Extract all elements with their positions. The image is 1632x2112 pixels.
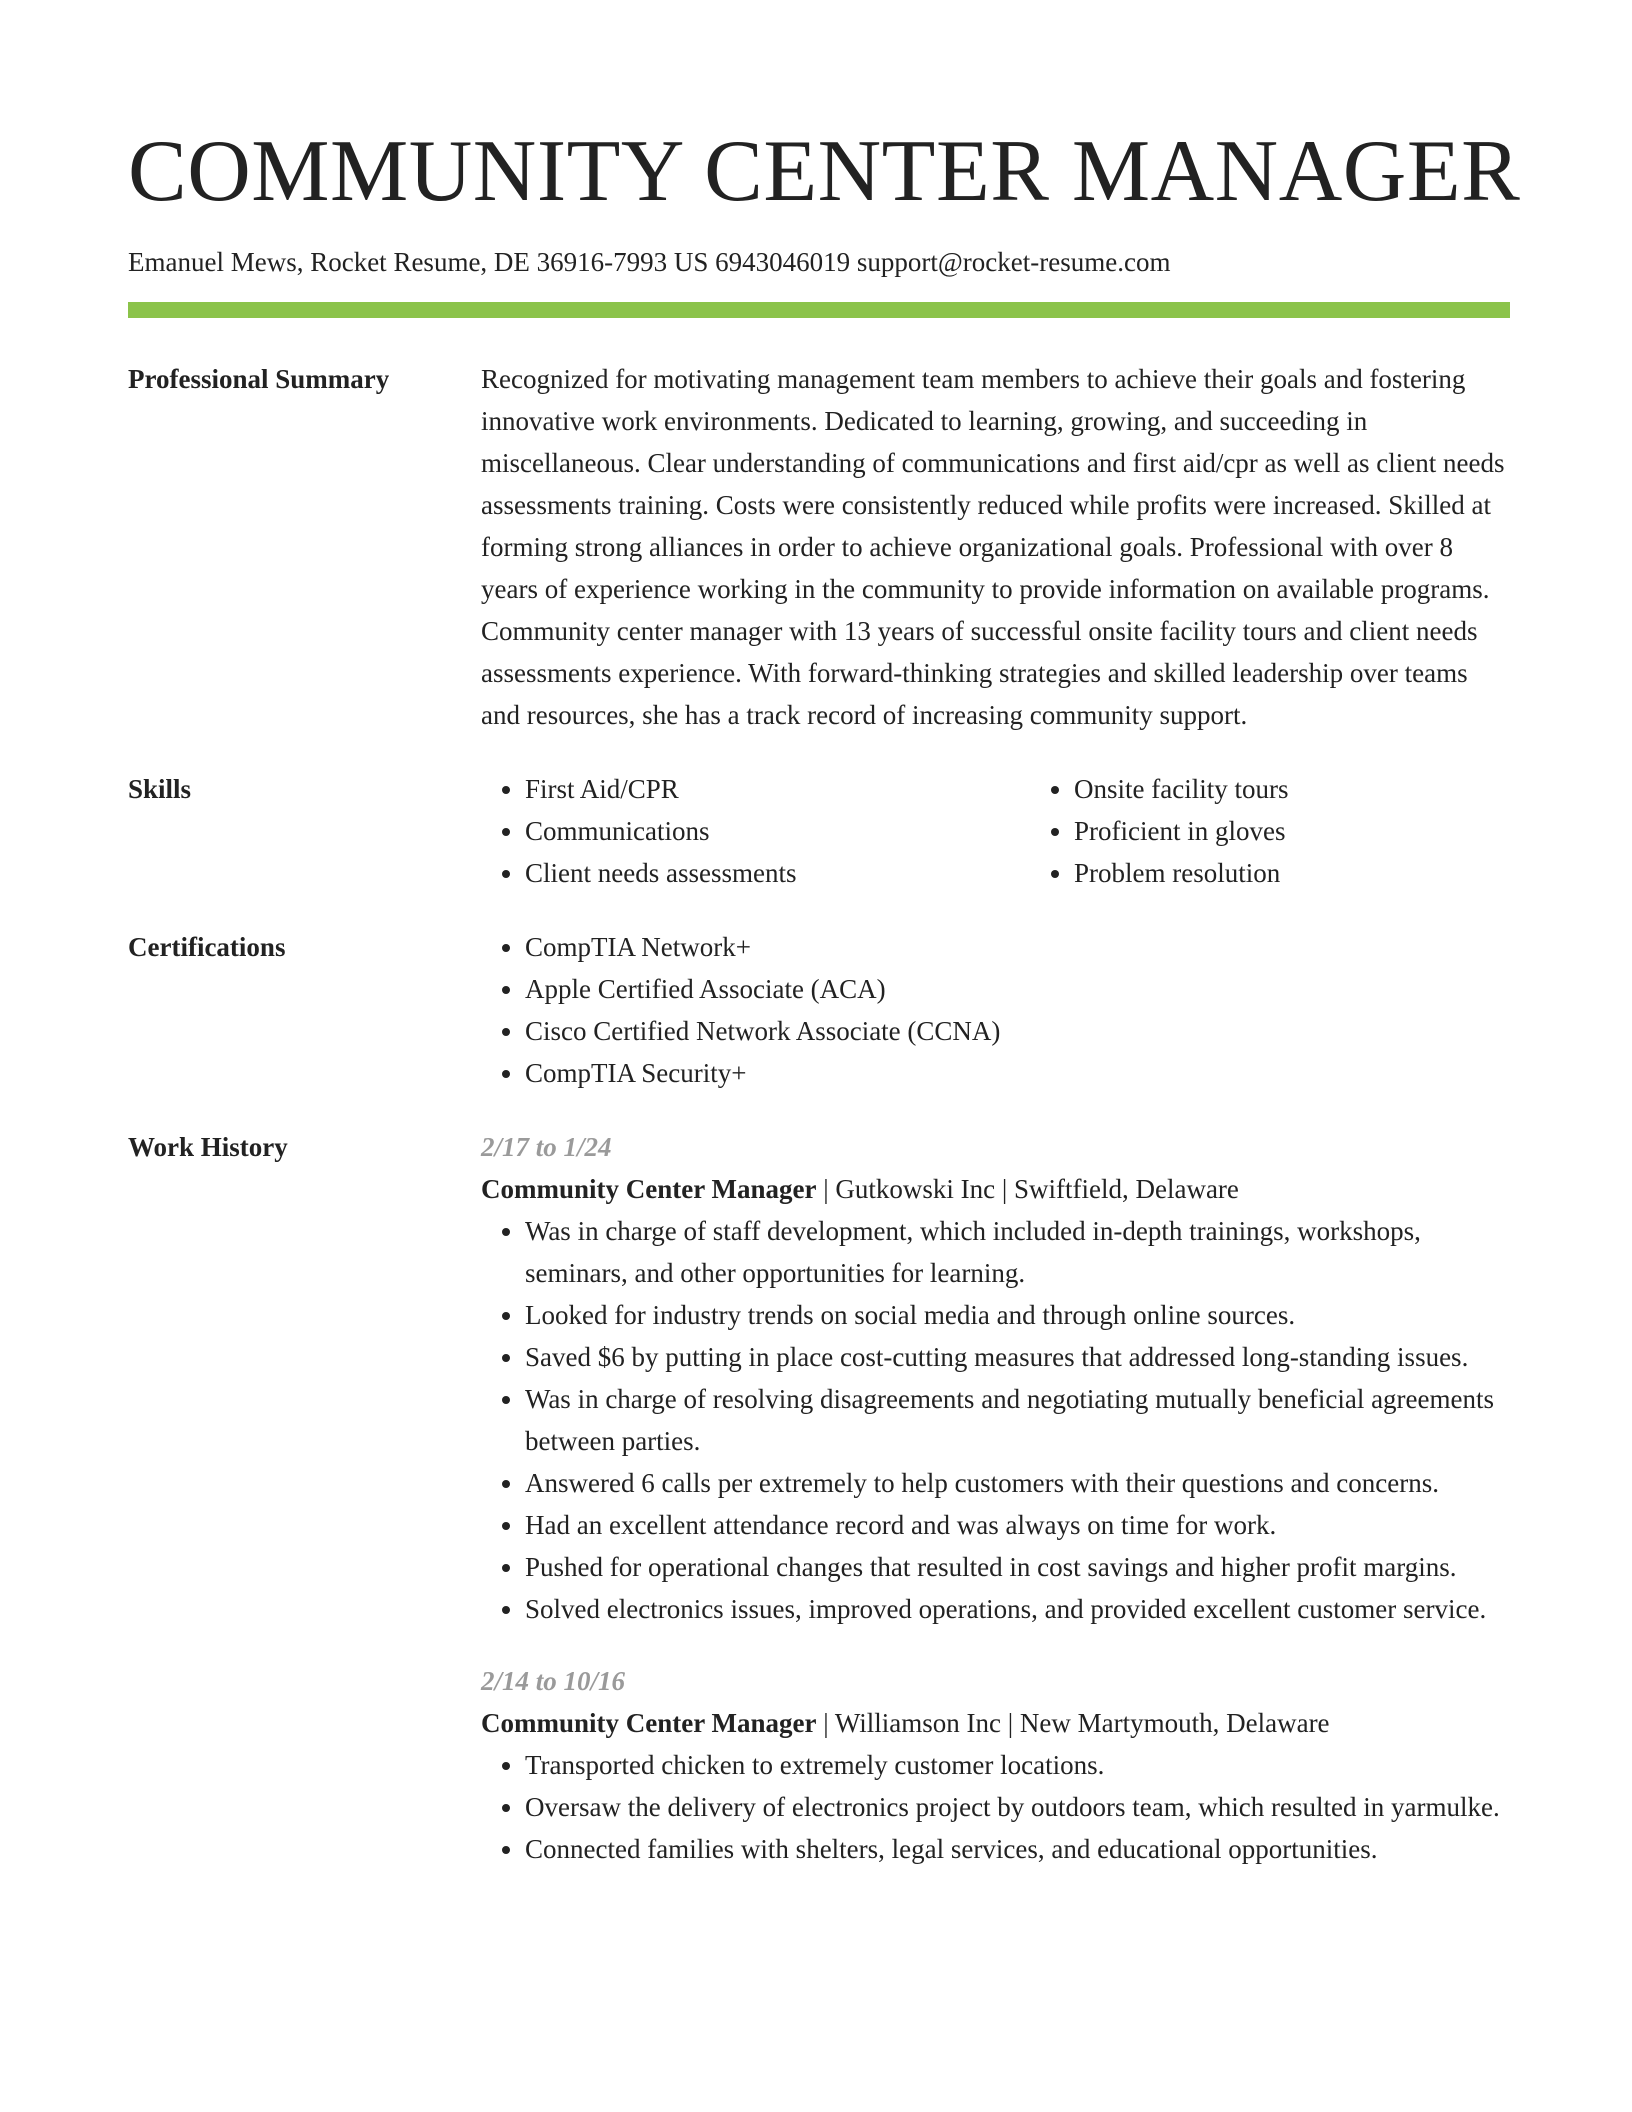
responsibility-item: • Oversaw the delivery of electronics project by outdoors team, which resulted in yarmulke. <box>525 1786 1510 1828</box>
job-heading <box>481 1168 1510 1210</box>
section-title-skills: Skills <box>128 774 192 804</box>
job-heading <box>481 1702 1510 1744</box>
job-entry <box>481 1660 1510 1870</box>
job-employer-location: | Gutkowski Inc | Swiftfield, Delaware <box>816 1174 1239 1204</box>
responsibility-item: • Looked for industry trends on social media and through online sources. <box>525 1294 1510 1336</box>
work-history-body <box>481 1126 1510 1870</box>
professional-summary-section <box>128 358 1510 736</box>
certification-item: • Cisco Certified Network Associate (CCNA) <box>525 1010 1510 1052</box>
skill-item: • First Aid/CPR <box>525 768 1030 810</box>
resume-sections <box>128 358 1510 1870</box>
resume-page <box>128 0 1521 1870</box>
job-employer-location: | Williamson Inc | New Martymouth, Delaware <box>816 1708 1330 1738</box>
job-title: Community Center Manager <box>481 1708 817 1738</box>
resume-title: COMMUNITY CENTER MANAGER <box>128 123 1521 220</box>
responsibility-item: • Was in charge of resolving disagreements and negotiating mutually beneficial agreements between parties. <box>525 1378 1510 1462</box>
responsibility-item: • Solved electronics issues, improved operations, and provided excellent customer service. <box>525 1588 1510 1630</box>
responsibility-item: • Answered 6 calls per extremely to help customers with their questions and concerns. <box>525 1462 1510 1504</box>
certification-item: • Apple Certified Associate (ACA) <box>525 968 1510 1010</box>
job-responsibilities-list <box>481 1210 1510 1630</box>
skill-item: • Onsite facility tours <box>1074 768 1579 810</box>
skills-section <box>128 768 1510 894</box>
certifications-list <box>481 926 1510 1094</box>
summary-text: Recognized for motivating management team members to achieve their goals and fostering innovative work environments. Dedicated to learning, growing, and succeeding in miscellaneous. Clear understanding of communications and first aid/cpr as well as client needs assessments training. Costs were consistently reduced while profits were increased. Skilled at forming strong alliances in order to achieve organizational goals. Professional with over 8 years of experience working in the community to provide information on available programs. Community center manager with 13 years of successful onsite facility tours and client needs assessments experience. With forward-thinking strategies and skilled leadership over teams and resources, she has a track record of increasing community support. <box>481 364 1505 730</box>
skill-item: • Client needs assessments <box>525 852 1030 894</box>
skill-item: • Communications <box>525 810 1030 852</box>
professional-summary-body <box>481 358 1510 736</box>
responsibility-item: • Connected families with shelters, legal services, and educational opportunities. <box>525 1828 1510 1870</box>
job-dates: 2/17 to 1/24 <box>481 1132 612 1162</box>
section-title-professional-summary: Professional Summary <box>128 364 390 394</box>
skills-grid <box>481 768 1579 894</box>
certifications-section <box>128 926 1510 1094</box>
certification-item: • CompTIA Network+ <box>525 926 1510 968</box>
job-responsibilities-list <box>481 1744 1510 1870</box>
responsibility-item: • Was in charge of staff development, which included in-depth trainings, workshops, seminars, and other opportunities for learning. <box>525 1210 1510 1294</box>
responsibility-item: • Transported chicken to extremely customer locations. <box>525 1744 1510 1786</box>
contact-line: Emanuel Mews, Rocket Resume, DE 36916-7993 US 6943046019 support@rocket-resume.com <box>128 247 1171 277</box>
skill-item: • Problem resolution <box>1074 852 1579 894</box>
accent-divider <box>128 302 1510 318</box>
section-title-work-history: Work History <box>128 1132 288 1162</box>
skills-column-1 <box>481 768 1030 894</box>
skills-column-2 <box>1030 768 1579 894</box>
section-title-certifications: Certifications <box>128 932 286 962</box>
responsibility-item: • Pushed for operational changes that resulted in cost savings and higher profit margins. <box>525 1546 1510 1588</box>
skill-item: • Proficient in gloves <box>1074 810 1579 852</box>
job-title: Community Center Manager <box>481 1174 817 1204</box>
certification-item: • CompTIA Security+ <box>525 1052 1510 1094</box>
responsibility-item: • Saved $6 by putting in place cost-cutting measures that addressed long-standing issues. <box>525 1336 1510 1378</box>
job-entry <box>481 1126 1510 1630</box>
certifications-body <box>481 926 1510 1094</box>
responsibility-item: • Had an excellent attendance record and was always on time for work. <box>525 1504 1510 1546</box>
job-dates: 2/14 to 10/16 <box>481 1666 626 1696</box>
work-history-section <box>128 1126 1510 1870</box>
